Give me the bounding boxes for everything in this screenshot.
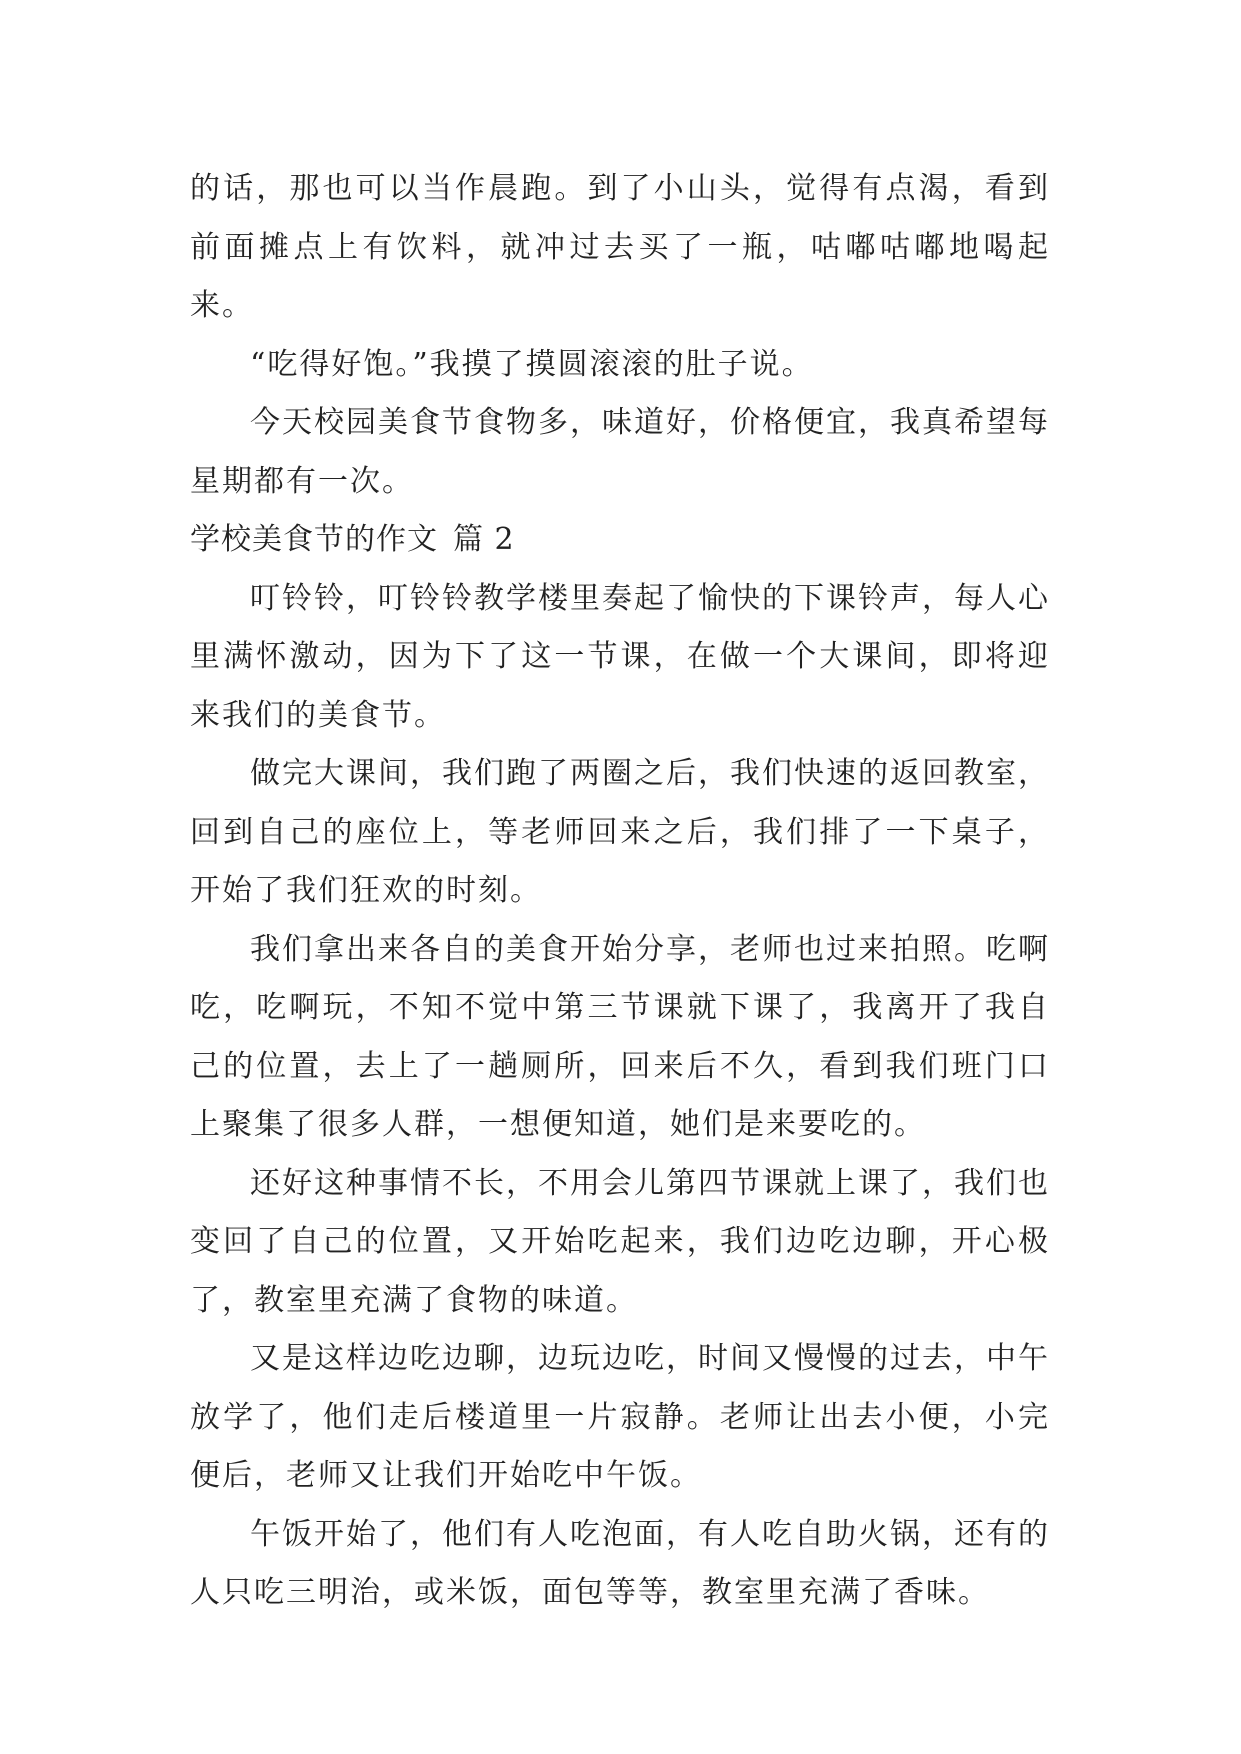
paragraph: 又是这样边吃边聊，边玩边吃，时间又慢慢的过去，中午放学了，他们走后楼道里一片寂静。老师让出去小便，小完便后，老师又让我们开始吃中午饭。 <box>190 1341 1050 1493</box>
paragraph: 做完大课间，我们跑了两圈之后，我们快速的返回教室，回到自己的座位上，等老师回来之后，我们排了一下桌子，开始了我们狂欢的时刻。 <box>190 756 1050 908</box>
paragraph: 我们拿出来各自的美食开始分享，老师也过来拍照。吃啊吃，吃啊玩，不知不觉中第三节课就下课了，我离开了我自己的位置，去上了一趟厕所，回来后不久，看到我们班门口上聚集了很多人群，一想便知道，她们是来要吃的。 <box>190 931 1050 1142</box>
section-heading <box>190 511 1050 570</box>
document-body <box>190 160 1050 1623</box>
section-heading-title: 学校美食节的作文 <box>190 522 438 557</box>
paragraph: 还好这种事情不长，不用会儿第四节课就上课了，我们也变回了自己的位置，又开始吃起来，我们边吃边聊，开心极了，教室里充满了食物的味道。 <box>190 1165 1050 1318</box>
paragraph: 午饭开始了，他们有人吃泡面，有人吃自助火锅，还有的人只吃三明治，或米饭，面包等等，教室里充满了香味。 <box>190 1516 1050 1610</box>
section-heading-number: 篇 2 <box>453 522 515 557</box>
paragraph: “吃得好饱。”我摸了摸圆滚滚的肚子说。 <box>250 346 814 382</box>
paragraph: 叮铃铃，叮铃铃教学楼里奏起了愉快的下课铃声，每人心里满怀激动，因为下了这一节课，在做一个大课间，即将迎来我们的美食节。 <box>190 580 1050 733</box>
paragraph-continued: 的话，那也可以当作晨跑。到了小山头，觉得有点渴，看到前面摊点上有饮料，就冲过去买了一瓶，咕嘟咕嘟地喝起来。 <box>190 171 1050 323</box>
paragraph: 今天校园美食节食物多，味道好，价格便宜，我真希望每星期都有一次。 <box>190 405 1050 499</box>
